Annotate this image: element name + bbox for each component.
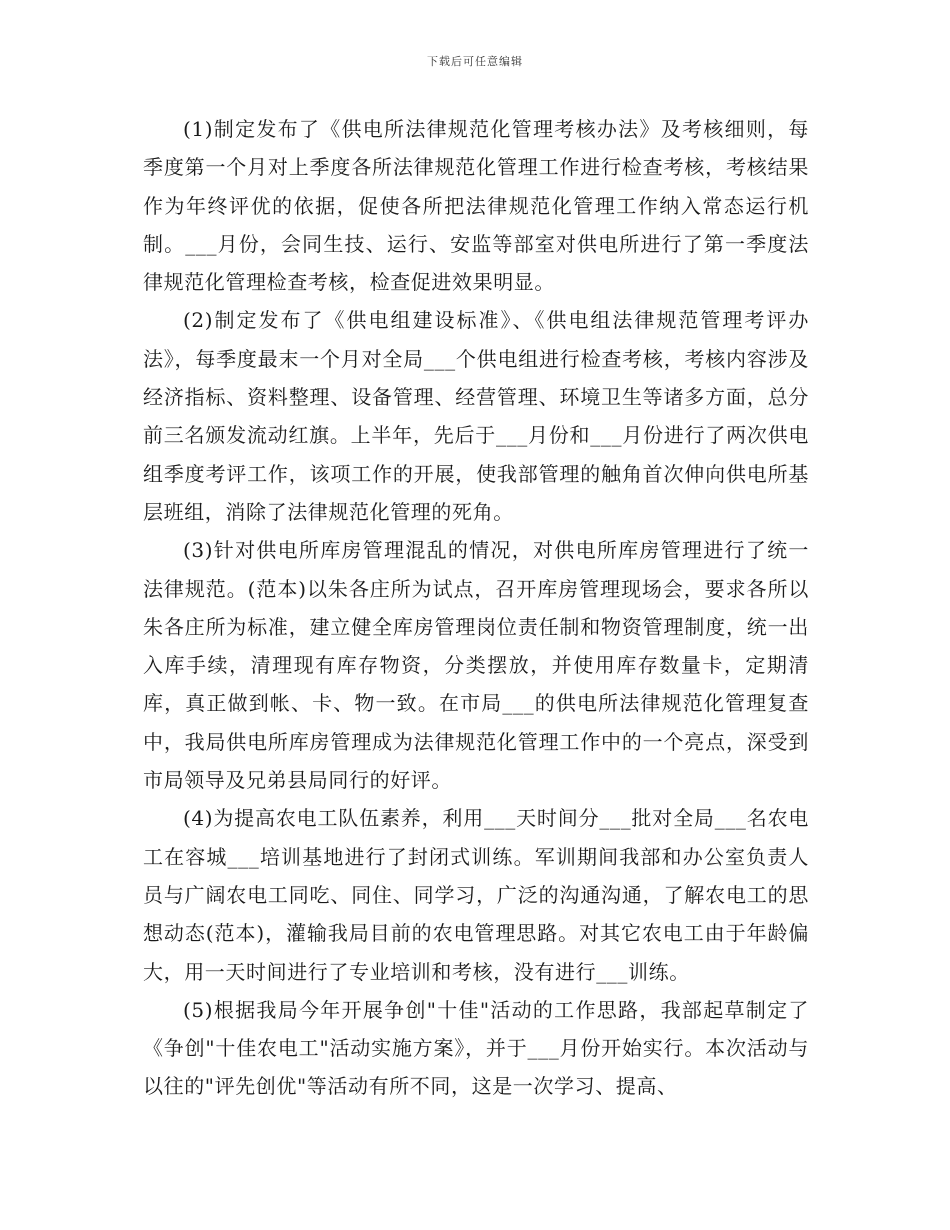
paragraph-5: (5)根据我局今年开展争创"十佳"活动的工作思路，我部起草制定了《争创"十佳农电工"活动实施方案》，并于___月份开始实行。本次活动与以往的"评先创优"等活动有所不同，这是一次学习、提高、 bbox=[143, 997, 809, 1099]
paragraph-2: (2)制定发布了《供电组建设标准》、《供电组法律规范管理考评办法》，每季度最末一个月对全局___个供电组进行检查考核，考核内容涉及经济指标、资料整理、设备管理、经营管理、环境卫生等诸多方面，总分前三名颁发流动红旗。上半年，先后于___月份和___月份进行了两次供电组季度考评工作，该项工作的开展，使我部管理的触角首次伸向供电所基层班组，消除了法律规范化管理的死角。 bbox=[143, 308, 809, 524]
header-note: 下载后可任意编辑 bbox=[427, 55, 523, 68]
document-body bbox=[143, 110, 809, 1106]
paragraph-4: (4)为提高农电工队伍素养，利用___天时间分___批对全局___名农电工在容城___培训基地进行了封闭式训练。军训期间我部和办公室负责人员与广阔农电工同吃、同住、同学习，广泛的沟通沟通，了解农电工的思想动态(范本)，灌输我局目前的农电管理思路。对其它农电工由于年龄偏大，用一天时间进行了专业培训和考核，没有进行___训练。 bbox=[143, 806, 809, 984]
paragraph-1: (1)制定发布了《供电所法律规范化管理考核办法》及考核细则，每季度第一个月对上季度各所法律规范化管理工作进行检查考核，考核结果作为年终评优的依据，促使各所把法律规范化管理工作纳入常态运行机制。___月份，会同生技、运行、安监等部室对供电所进行了第一季度法律规范化管理检查考核，检查促进效果明显。 bbox=[143, 117, 809, 295]
paragraph-3: (3)针对供电所库房管理混乱的情况，对供电所库房管理进行了统一法律规范。(范本)以朱各庄所为试点，召开库房管理现场会，要求各所以朱各庄所为标准，建立健全库房管理岗位责任制和物资管理制度，统一出入库手续，清理现有库存物资，分类摆放，并使用库存数量卡，定期清库，真正做到帐、卡、物一致。在市局___的供电所法律规范化管理复查中，我局供电所库房管理成为法律规范化管理工作中的一个亮点，深受到市局领导及兄弟县局同行的好评。 bbox=[143, 538, 809, 793]
